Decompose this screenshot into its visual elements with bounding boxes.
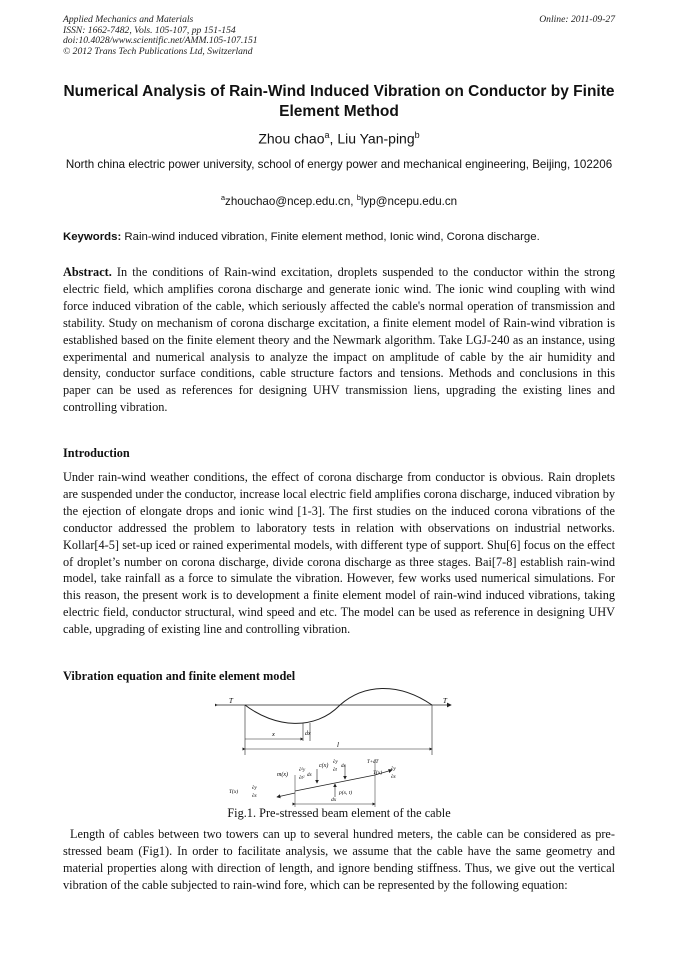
x-dimension-label: x xyxy=(272,731,275,738)
author-1: Zhou chao xyxy=(258,130,325,147)
section-heading: Vibration equation and finite element model xyxy=(63,669,296,683)
tension-dT-label: T+dT xyxy=(367,760,379,765)
email-b-link[interactable]: lyp@ncepu.edu.cn xyxy=(360,194,458,208)
svg-text:∂y: ∂y xyxy=(252,786,257,791)
mass-term-label: m(x) xyxy=(277,772,288,778)
keywords xyxy=(63,231,615,243)
svg-text:∂y: ∂y xyxy=(391,767,396,772)
svg-text:∂t²: ∂t² xyxy=(299,776,305,781)
svg-text:∂x: ∂x xyxy=(252,794,257,799)
online-date: Online: 2011-09-27 xyxy=(539,14,615,25)
figure-caption: Fig.1. Pre-stressed beam element of the cable xyxy=(227,806,451,820)
element-dx-label: dx xyxy=(331,797,337,803)
abstract-text: In the conditions of Rain-wind excitation, droplets suspended to the conductor within the strong electric field, which amplifies corona discharge and generate ionic wind. The ionic wind coupling with wind force induced vibration of the cable, which seriously affected the cable's normal operation of transmission and stability. Study on mechanism of corona discharge excitation, a finite element model of Rain-wind vibration is established based on the finite element theory and the Newmark algorithm. Take LGJ-240 as an instance, using experimental and numerical analysis to analyze the impact on amplitude of cable by the air humidity and density, conductor surface conditions, cable structure factors and tensions. Methods and conclusions in this paper can be used as references for designing UHV transmission liens, upgrading the existing lines and controlling vibration. xyxy=(63,265,615,415)
length-label: l xyxy=(337,741,339,749)
doi-line: doi:10.4028/www.scientific.net/AMM.105-107.151 xyxy=(63,35,258,47)
tension-left-term: T(x) xyxy=(229,789,239,795)
svg-text:∂t: ∂t xyxy=(333,768,337,773)
abstract-label: Abstract. xyxy=(63,265,112,279)
tension-right-term: T(x) xyxy=(373,770,383,776)
affiliation: North china electric power university, school of energy power and mechanical engineering, Beijing, 102206 xyxy=(65,158,613,171)
svg-text:∂x: ∂x xyxy=(391,775,396,780)
copyright-line: © 2012 Trans Tech Publications Ltd, Switzerland xyxy=(63,45,253,57)
introduction-heading: Introduction xyxy=(63,446,130,460)
svg-text:dx: dx xyxy=(341,764,346,769)
author-2: Liu Yan-ping xyxy=(337,130,415,147)
svg-text:dx: dx xyxy=(307,773,312,778)
body-paragraph: Length of cables between two towers can up to several hundred meters, the cable can be considered as pre-stressed beam (Fig1). In order to facilitate analysis, we assume that the cable have the same geometry and material properties along with direction of length, and ignore bending stiffness. Thus, we give out the vertical vibration of the cable subjected to rain-wind fore, which can be represented by the following equation: xyxy=(63,827,615,892)
journal-name: Applied Mechanics and Materials xyxy=(63,14,194,25)
keywords-text: Rain-wind induced vibration, Finite element method, Ionic wind, Corona discharge. xyxy=(121,231,540,243)
svg-text:∂y: ∂y xyxy=(333,760,338,765)
abstract xyxy=(63,264,615,416)
issn-line: ISSN: 1662-7482, Vols. 105-107, pp 151-154 xyxy=(63,24,236,36)
journal-header xyxy=(63,15,258,57)
damping-term-label: c(x) xyxy=(319,763,329,769)
tension-left-label: T xyxy=(229,697,233,705)
author-2-sup: b xyxy=(414,130,420,140)
load-label: p(x, t) xyxy=(339,790,353,796)
introduction-text: Under rain-wind weather conditions, the effect of corona discharge from conductor is obvious. Rain droplets are suspended under the conductor, increase local electric field amplifies corona discharge, induced vibration by the ejection of elongate drops and ionic wind [1-3]. The first studies on the induced corona vibrations of the conductor addressed the problem to laboratory tests in relation with observations on industrial networks. Kollar[4-5] set-up iced or rained experimental models, with different type of support. Shu[6] focus on the effect of droplet’s number on corona discharge, divide corona discharge as three stages. Bai[7-8] establish rain-wind model, take rainfall as a force to simulate the vibration. However, few works used numerical simulations. For this reason, the present work is to development a finite element model of rain-wind induced vibrations, taking electric field, conductor structural, wind speed and etc. The model can be used as reference in designing UHV cable, upgrading of existing line and controlling vibration. xyxy=(63,470,615,637)
tension-right-label: T xyxy=(443,697,447,705)
author-line: Zhou chao$^a$, Liu Yan-ping$^b$ xyxy=(258,130,420,147)
deflected-cable-curve xyxy=(245,689,432,724)
svg-text:∂²y: ∂²y xyxy=(299,768,306,773)
keywords-label: Keywords: xyxy=(63,231,122,243)
author-1-sup: a xyxy=(324,130,330,140)
email-line: $^a$zhouchao@ncep.edu.cn, $^b$lyp@ncepu.edu.cn xyxy=(220,193,458,208)
paper-title: Numerical Analysis of Rain-Wind Induced Vibration on Conductor by Finite Element Method xyxy=(63,83,615,120)
email-a-link[interactable]: zhouchao@ncep.edu.cn xyxy=(225,194,351,208)
beam-element-figure xyxy=(215,683,455,808)
dx-dimension-label: dx xyxy=(305,731,311,737)
